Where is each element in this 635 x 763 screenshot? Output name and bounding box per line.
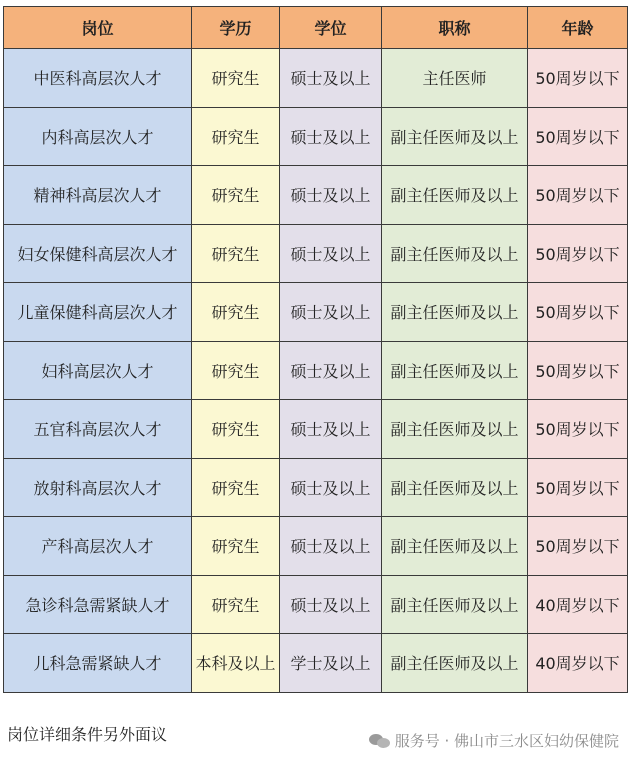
table-body: [4, 49, 628, 693]
table-container: [3, 6, 631, 693]
table-row: [4, 107, 628, 166]
cell-title: 主任医师: [382, 49, 528, 108]
cell-title: 副主任医师及以上: [382, 634, 528, 693]
cell-degree: 硕士及以上: [280, 458, 382, 517]
cell-degree: 硕士及以上: [280, 224, 382, 283]
cell-title: 副主任医师及以上: [382, 166, 528, 225]
cell-title: 副主任医师及以上: [382, 517, 528, 576]
cell-age: 50周岁以下: [528, 107, 628, 166]
cell-position: 儿童保健科高层次人才: [4, 283, 192, 342]
cell-education: 研究生: [192, 283, 280, 342]
cell-degree: 硕士及以上: [280, 283, 382, 342]
cell-education: 研究生: [192, 107, 280, 166]
cell-degree: 硕士及以上: [280, 400, 382, 459]
table-row: [4, 283, 628, 342]
cell-age: 50周岁以下: [528, 400, 628, 459]
cell-education: 研究生: [192, 400, 280, 459]
cell-title: 副主任医师及以上: [382, 107, 528, 166]
table-row: [4, 458, 628, 517]
cell-education: 研究生: [192, 49, 280, 108]
cell-degree: 硕士及以上: [280, 517, 382, 576]
watermark-text: 服务号 · 佛山市三水区妇幼保健院: [394, 732, 619, 750]
cell-position: 精神科高层次人才: [4, 166, 192, 225]
watermark: [369, 730, 619, 751]
header-title: 职称: [382, 7, 528, 49]
cell-title: 副主任医师及以上: [382, 283, 528, 342]
cell-education: 研究生: [192, 458, 280, 517]
cell-position: 急诊科急需紧缺人才: [4, 575, 192, 634]
cell-title: 副主任医师及以上: [382, 458, 528, 517]
footer-note: 岗位详细条件另外面议: [7, 725, 168, 744]
cell-age: 50周岁以下: [528, 341, 628, 400]
header-degree: 学位: [280, 7, 382, 49]
cell-position: 放射科高层次人才: [4, 458, 192, 517]
cell-title: 副主任医师及以上: [382, 400, 528, 459]
cell-age: 50周岁以下: [528, 224, 628, 283]
cell-degree: 硕士及以上: [280, 575, 382, 634]
table-row: [4, 49, 628, 108]
header-age: 年龄: [528, 7, 628, 49]
cell-age: 50周岁以下: [528, 283, 628, 342]
cell-title: 副主任医师及以上: [382, 575, 528, 634]
cell-position: 妇女保健科高层次人才: [4, 224, 192, 283]
table-row: [4, 224, 628, 283]
cell-position: 内科高层次人才: [4, 107, 192, 166]
cell-age: 50周岁以下: [528, 49, 628, 108]
cell-education: 研究生: [192, 517, 280, 576]
cell-education: 研究生: [192, 166, 280, 225]
cell-title: 副主任医师及以上: [382, 224, 528, 283]
cell-age: 50周岁以下: [528, 458, 628, 517]
recruitment-table: [3, 6, 628, 693]
cell-age: 40周岁以下: [528, 634, 628, 693]
cell-age: 50周岁以下: [528, 166, 628, 225]
table-row: [4, 575, 628, 634]
cell-education: 研究生: [192, 224, 280, 283]
table-row: [4, 634, 628, 693]
cell-position: 妇科高层次人才: [4, 341, 192, 400]
cell-position: 产科高层次人才: [4, 517, 192, 576]
cell-position: 中医科高层次人才: [4, 49, 192, 108]
cell-degree: 硕士及以上: [280, 49, 382, 108]
wechat-icon: [369, 733, 391, 749]
table-row: [4, 341, 628, 400]
header-position: 岗位: [4, 7, 192, 49]
cell-position: 儿科急需紧缺人才: [4, 634, 192, 693]
cell-age: 40周岁以下: [528, 575, 628, 634]
cell-education: 研究生: [192, 575, 280, 634]
cell-title: 副主任医师及以上: [382, 341, 528, 400]
header-education: 学历: [192, 7, 280, 49]
cell-degree: 硕士及以上: [280, 107, 382, 166]
table-row: [4, 517, 628, 576]
header-row: [4, 7, 628, 49]
cell-position: 五官科高层次人才: [4, 400, 192, 459]
table-row: [4, 400, 628, 459]
cell-degree: 硕士及以上: [280, 341, 382, 400]
footer-note-row: [3, 712, 627, 754]
cell-education: 研究生: [192, 341, 280, 400]
cell-degree: 学士及以上: [280, 634, 382, 693]
cell-education: 本科及以上: [192, 634, 280, 693]
table-row: [4, 166, 628, 225]
cell-degree: 硕士及以上: [280, 166, 382, 225]
cell-age: 50周岁以下: [528, 517, 628, 576]
